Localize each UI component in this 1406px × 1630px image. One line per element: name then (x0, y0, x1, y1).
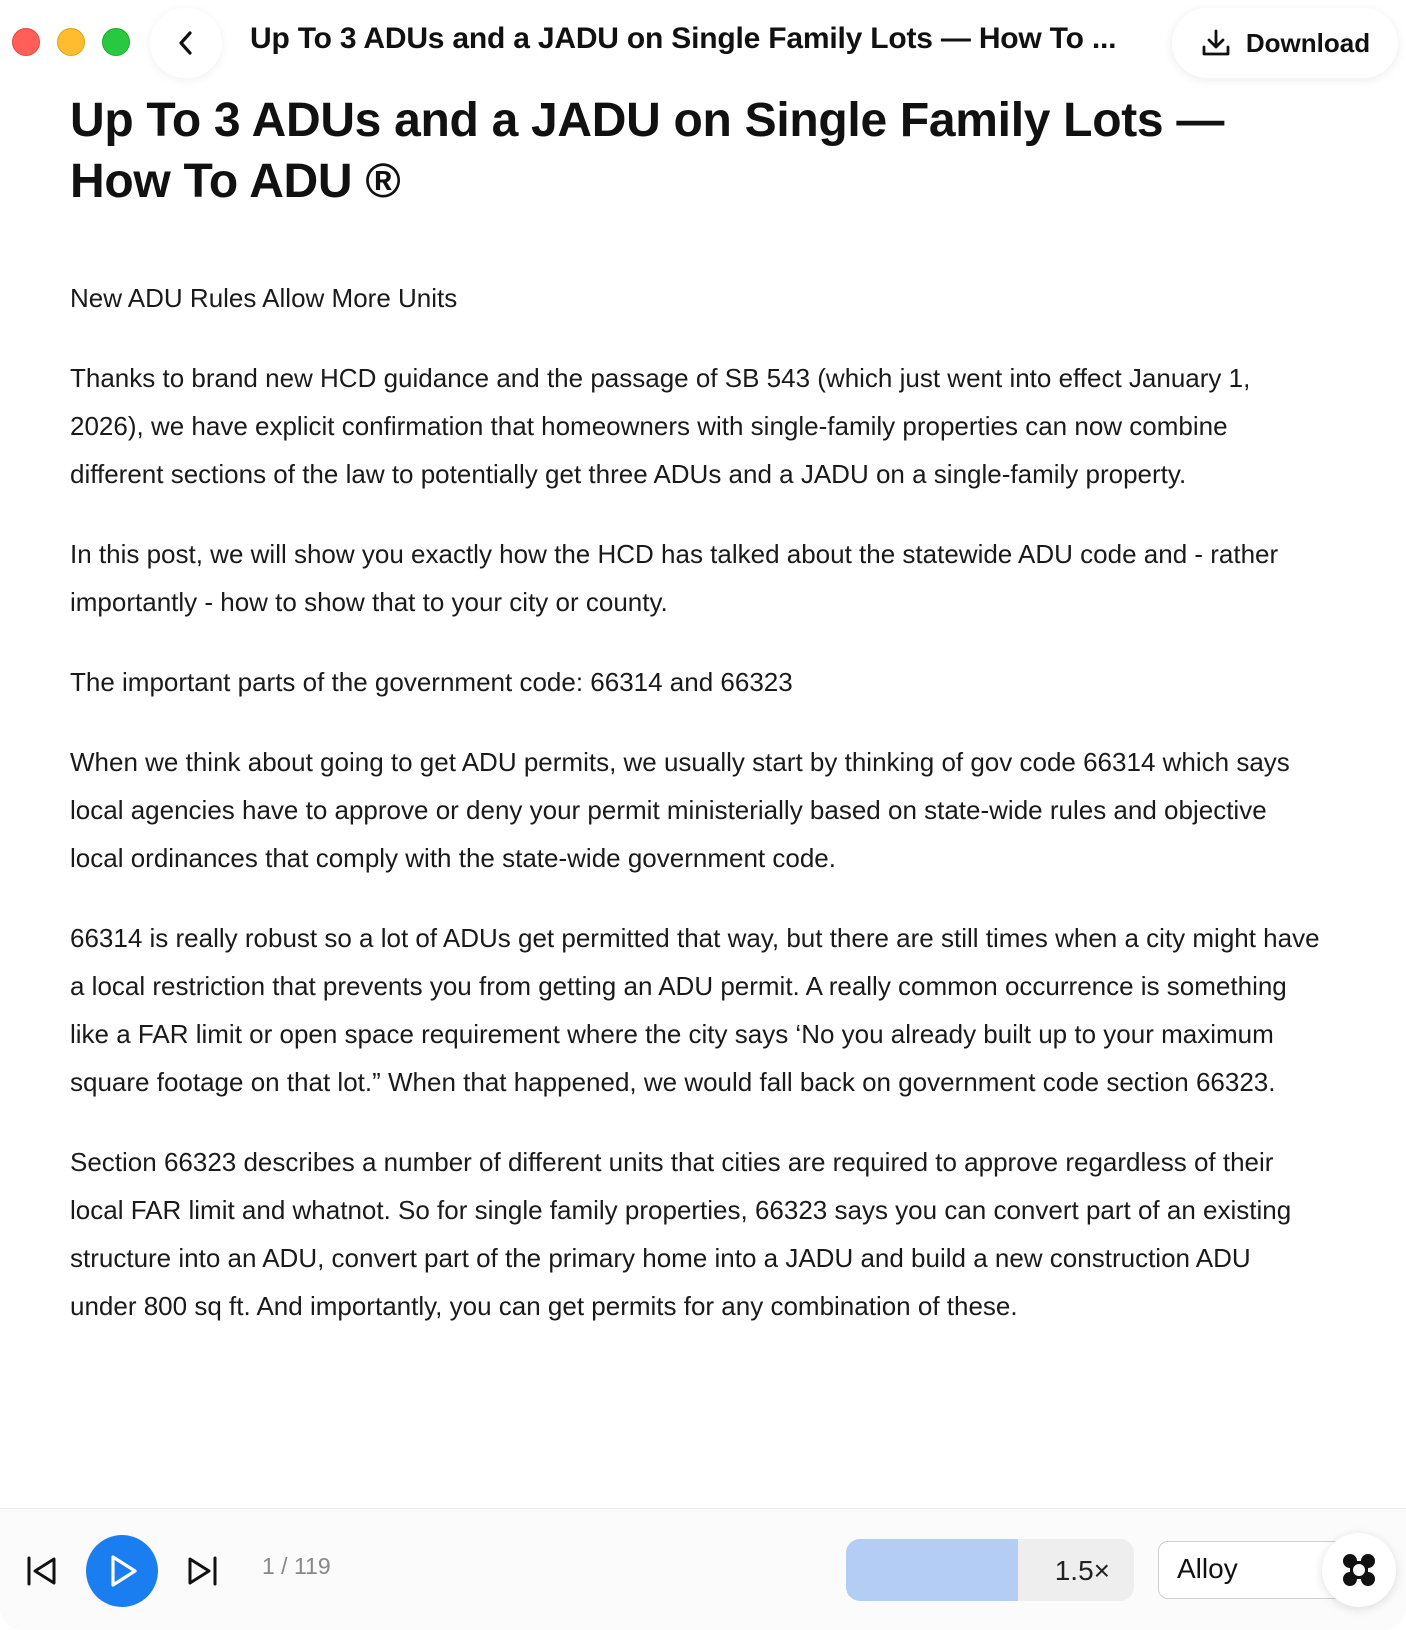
speed-label: 1.5× (1054, 1555, 1110, 1586)
skip-forward-icon (184, 1554, 220, 1588)
puzzle-icon (1340, 1551, 1378, 1589)
article-paragraph: The important parts of the government code: 66314 and 66323 (70, 667, 793, 697)
voice-select[interactable]: Alloy (1158, 1541, 1358, 1599)
article-paragraph: Section 66323 describes a number of different units that cities are required to approve regardless of their local FAR limit and whatnot. So for single family properties, 66323 says you can convert part of an existing structure into an ADU, convert part of the primary home into a JADU and build a new construction ADU under 800 sq ft. And importantly, you can get permits for any combination of these. (70, 1147, 1292, 1321)
download-label: Download (1245, 27, 1371, 58)
download-button[interactable] (1172, 8, 1398, 78)
minimize-window-button[interactable] (57, 28, 85, 56)
article-paragraph: In this post, we will show you exactly how the HCD has talked about the statewide ADU code and - rather importantly - how to show that to your city or county. (70, 539, 1279, 617)
chevron-left-icon (175, 30, 197, 56)
extension-button[interactable] (1322, 1533, 1396, 1607)
download-icon (1200, 27, 1232, 59)
article-content (70, 90, 1320, 1330)
article-paragraph: Thanks to brand new HCD guidance and the passage of SB 543 (which just went into effect January 1, 2026), we have explicit confirmation that homeowners with single-family properties can now combine different sections of the law to potentially get three ADUs and a JADU on a single-family property. (70, 363, 1251, 489)
title-bar (0, 0, 1406, 86)
maximize-window-button[interactable] (102, 28, 130, 56)
speed-control[interactable] (846, 1539, 1134, 1601)
play-button[interactable] (86, 1535, 158, 1607)
window-controls (12, 28, 130, 56)
article-heading: Up To 3 ADUs and a JADU on Single Family Lots — How To ADU ® (70, 94, 1225, 208)
play-icon (104, 1552, 140, 1590)
speed-slider-fill (846, 1539, 1018, 1601)
article-paragraph: When we think about going to get ADU permits, we usually start by thinking of gov code 66314 which says local agencies have to approve or deny your permit ministerially based on state-wide rules and objective local ordinances that comply with the state-wide government code. (70, 747, 1290, 873)
window-title: Up To 3 ADUs and a JADU on Single Family Lots — How To ... (250, 22, 1117, 55)
article-subhead: New ADU Rules Allow More Units (70, 283, 458, 313)
back-button[interactable] (150, 8, 222, 78)
skip-back-icon (24, 1554, 60, 1588)
article-paragraph: 66314 is really robust so a lot of ADUs get permitted that way, but there are still times when a city might have a local restriction that prevents you from getting an ADU permit. A really common occurrence is something like a FAR limit or open space requirement where the city says ‘No you already built up to your maximum square footage on that lot.” When that happened, we would fall back on government code section 66323. (70, 923, 1320, 1097)
page-counter: 1 / 119 (262, 1553, 331, 1579)
playback-bar (0, 1508, 1406, 1630)
previous-button[interactable] (22, 1551, 62, 1591)
close-window-button[interactable] (12, 28, 40, 56)
next-button[interactable] (182, 1551, 222, 1591)
